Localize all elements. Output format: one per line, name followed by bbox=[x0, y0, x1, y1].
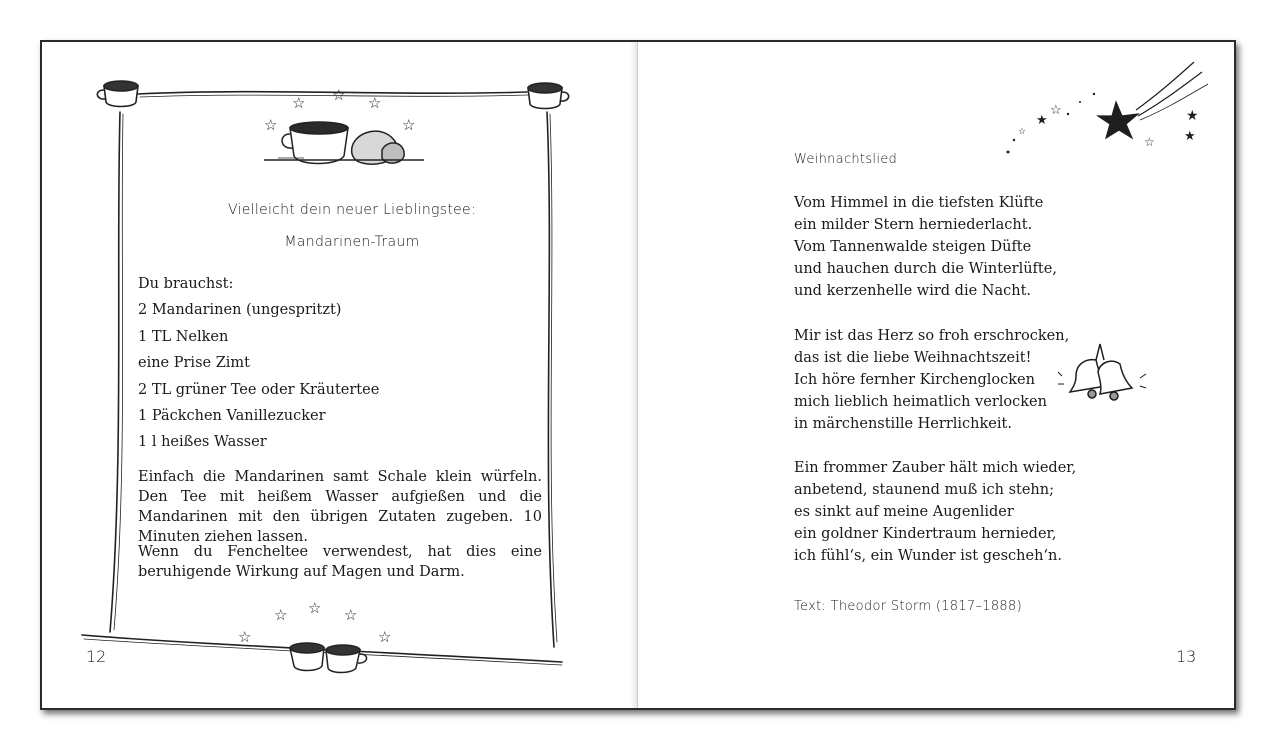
poem-line: ein goldner Kindertraum hernieder, bbox=[794, 526, 1057, 542]
open-book bbox=[40, 40, 1236, 710]
svg-text:★: ★ bbox=[1186, 108, 1199, 124]
poem-line: Ich höre fernher Kirchenglocken bbox=[794, 372, 1035, 388]
page-number-left: 12 bbox=[86, 647, 107, 666]
list-item: 2 Mandarinen (ungespritzt) bbox=[138, 302, 342, 319]
poem-line: Vom Tannenwalde steigen Düfte bbox=[794, 239, 1032, 255]
list-item: 1 l heißes Wasser bbox=[138, 434, 267, 451]
poem-line: mich lieblich heimatlich verlocken bbox=[794, 394, 1047, 410]
poem-line: in märchenstille Herrlichkeit. bbox=[794, 416, 1012, 432]
right-page bbox=[638, 42, 1234, 708]
svg-text:☆: ☆ bbox=[402, 116, 416, 134]
star-icon bbox=[238, 599, 391, 646]
svg-text:☆: ☆ bbox=[1018, 127, 1027, 137]
svg-text:☆: ☆ bbox=[238, 628, 252, 646]
teacup-icon bbox=[97, 81, 138, 107]
svg-text:☆: ☆ bbox=[378, 628, 392, 646]
shooting-star-icon bbox=[998, 54, 1218, 154]
poem-line: es sinkt auf meine Augenlider bbox=[794, 504, 1014, 520]
bells-icon bbox=[1056, 338, 1148, 410]
svg-text:☆: ☆ bbox=[274, 606, 288, 624]
list-item: Du brauchst: bbox=[138, 276, 234, 292]
poem-line: anbetend, staunend muß ich stehn; bbox=[794, 482, 1054, 498]
teacup-icon bbox=[290, 643, 367, 673]
poem-line: und kerzenhelle wird die Nacht. bbox=[794, 283, 1032, 299]
list-item: eine Prise Zimt bbox=[138, 355, 250, 372]
tea-and-cookies-icon bbox=[264, 122, 424, 164]
svg-text:☆: ☆ bbox=[1050, 103, 1062, 118]
svg-text:★: ★ bbox=[1036, 113, 1048, 128]
svg-text:☆: ☆ bbox=[344, 606, 358, 624]
svg-text:☆: ☆ bbox=[292, 94, 306, 112]
poem-line: Mir ist das Herz so froh erschrocken, bbox=[794, 328, 1070, 344]
poem-line: das ist die liebe Weihnachtszeit! bbox=[794, 350, 1032, 366]
svg-text:☆: ☆ bbox=[264, 116, 278, 134]
list-item: 1 TL Nelken bbox=[138, 328, 229, 345]
poem-title: Weihnachtslied bbox=[794, 152, 898, 167]
ingredient-list bbox=[138, 271, 542, 456]
svg-text:☆: ☆ bbox=[368, 94, 382, 112]
list-item: 1 Päckchen Vanillezucker bbox=[138, 407, 326, 424]
recipe-heading: Vielleicht dein neuer Lieblingstee: bbox=[228, 202, 476, 218]
svg-text:☆: ☆ bbox=[308, 599, 322, 617]
recipe-note: Wenn du Fencheltee verwendest, hat dies eine beruhigende Wirkung auf Magen und Darm. bbox=[138, 544, 542, 580]
poem-line: ein milder Stern herniederlacht. bbox=[794, 217, 1033, 233]
poem-credit: Text: Theodor Storm (1817–1888) bbox=[794, 599, 1022, 614]
teacup-icon bbox=[528, 83, 569, 109]
poem-line: und hauchen durch die Winterlüfte, bbox=[794, 261, 1057, 277]
svg-text:☆: ☆ bbox=[1144, 135, 1155, 149]
list-item: 2 TL grüner Tee oder Kräutertee bbox=[138, 381, 380, 398]
left-page bbox=[42, 42, 638, 708]
poem-line: Vom Himmel in die tiefsten Klüfte bbox=[794, 195, 1044, 211]
page-number-right: 13 bbox=[1176, 647, 1197, 666]
stanza bbox=[794, 457, 1124, 567]
recipe-title: Mandarinen-Traum bbox=[284, 234, 420, 250]
poem-line: ich fühl‘s, ein Wunder ist gescheh‘n. bbox=[794, 548, 1062, 564]
recipe-instructions: Einfach die Mandarinen samt Schale klein würfeln. Den Tee mit heißem Wasser aufgießen und die Mandarinen mit den übrigen Zutaten zugeben. 10 Minuten ziehen lassen. bbox=[138, 469, 542, 545]
svg-text:☆: ☆ bbox=[332, 86, 346, 104]
svg-text:★: ★ bbox=[1184, 129, 1196, 144]
poem-line: Ein frommer Zauber hält mich wieder, bbox=[794, 460, 1077, 476]
stanza bbox=[794, 192, 1124, 302]
